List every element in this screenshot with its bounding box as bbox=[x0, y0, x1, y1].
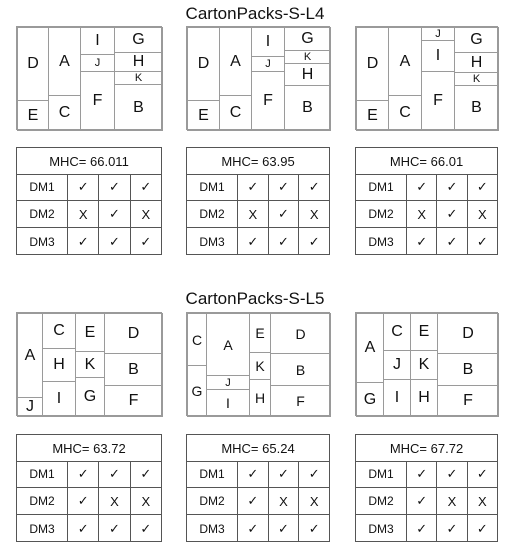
dm-mark: X bbox=[437, 488, 467, 514]
mhc-value: MHC= 65.24 bbox=[187, 435, 329, 462]
block-b: B bbox=[454, 85, 499, 131]
dm-mark: ✓ bbox=[99, 174, 130, 200]
block-d: D bbox=[104, 313, 163, 354]
block-e: E bbox=[17, 100, 49, 131]
section-title-l5: CartonPacks-S-L5 bbox=[185, 289, 325, 308]
block-i: I bbox=[80, 27, 115, 55]
dm-mark: X bbox=[309, 493, 319, 509]
dm-mark: ✓ bbox=[68, 461, 99, 487]
table-row bbox=[17, 201, 161, 228]
block-f: F bbox=[251, 71, 285, 131]
block-a: A bbox=[219, 27, 252, 96]
block-f: F bbox=[104, 385, 163, 417]
dm-mark: ✓ bbox=[308, 466, 320, 481]
dm-label: DM2 bbox=[356, 488, 407, 514]
dm-mark: ✓ bbox=[407, 488, 437, 514]
block-d: D bbox=[270, 313, 331, 354]
dm-mark: ✓ bbox=[238, 174, 269, 200]
dm-mark: ✓ bbox=[269, 201, 300, 227]
table-row bbox=[17, 488, 161, 515]
mhc-table-l5-1 bbox=[16, 434, 162, 542]
block-j: J bbox=[251, 56, 285, 72]
dm-mark: ✓ bbox=[476, 233, 488, 249]
dm-mark: ✓ bbox=[269, 515, 300, 542]
mhc-table-l5-3 bbox=[355, 434, 498, 542]
block-c: C bbox=[219, 95, 252, 131]
block-a: A bbox=[48, 27, 81, 96]
block-d: D bbox=[356, 27, 389, 101]
table-row bbox=[17, 228, 161, 255]
dm-mark: ✓ bbox=[140, 520, 152, 536]
block-b: B bbox=[270, 353, 331, 386]
block-c: C bbox=[48, 95, 81, 131]
block-j: J bbox=[206, 375, 250, 390]
dm-mark: ✓ bbox=[99, 515, 130, 542]
dm-mark: ✓ bbox=[437, 461, 467, 487]
layout-diagram-l5-2 bbox=[186, 312, 330, 416]
dm-mark: X bbox=[141, 206, 151, 222]
dm-label: DM1 bbox=[17, 461, 68, 487]
table-row bbox=[187, 228, 329, 255]
dm-mark: ✓ bbox=[140, 179, 152, 194]
dm-mark: ✓ bbox=[238, 515, 269, 542]
table-row bbox=[356, 201, 497, 228]
mhc-value: MHC= 63.72 bbox=[17, 435, 161, 462]
block-h: H bbox=[249, 379, 271, 417]
block-i: I bbox=[383, 379, 411, 417]
table-row bbox=[356, 461, 497, 488]
block-g: G bbox=[114, 27, 163, 53]
mhc-value: MHC= 67.72 bbox=[356, 435, 497, 462]
dm-mark: ✓ bbox=[99, 201, 130, 227]
block-b: B bbox=[114, 84, 163, 131]
dm-label: DM1 bbox=[356, 461, 407, 487]
dm-label: DM2 bbox=[356, 201, 407, 227]
block-k: K bbox=[249, 352, 271, 380]
dm-label: DM3 bbox=[187, 228, 238, 255]
layout-diagram-l4-2 bbox=[186, 26, 330, 130]
dm-label: DM3 bbox=[356, 515, 407, 542]
block-f: F bbox=[421, 71, 455, 131]
block-a: A bbox=[388, 27, 422, 96]
dm-mark: X bbox=[477, 206, 487, 222]
block-k: K bbox=[410, 350, 438, 380]
block-f: F bbox=[80, 71, 115, 131]
dm-label: DM1 bbox=[187, 461, 238, 487]
dm-mark: X bbox=[309, 206, 319, 222]
layout-diagram-l5-3 bbox=[355, 312, 498, 416]
dm-mark: ✓ bbox=[437, 201, 467, 227]
dm-label: DM3 bbox=[187, 515, 238, 542]
dm-mark: X bbox=[238, 201, 269, 227]
mhc-value: MHC= 66.011 bbox=[17, 148, 161, 175]
block-c: C bbox=[187, 313, 207, 366]
dm-mark: ✓ bbox=[269, 228, 300, 255]
block-f: F bbox=[270, 385, 331, 417]
dm-mark: ✓ bbox=[476, 179, 488, 194]
block-h: H bbox=[410, 379, 438, 417]
dm-label: DM2 bbox=[17, 201, 68, 227]
dm-mark: ✓ bbox=[308, 233, 320, 249]
block-h: H bbox=[42, 348, 76, 382]
block-a: A bbox=[356, 313, 384, 383]
table-row bbox=[187, 174, 329, 201]
block-e: E bbox=[75, 313, 105, 352]
dm-mark: ✓ bbox=[140, 233, 152, 249]
table-row bbox=[187, 488, 329, 515]
block-i: I bbox=[251, 27, 285, 57]
block-j: J bbox=[17, 397, 43, 417]
dm-mark: ✓ bbox=[407, 228, 437, 255]
block-k: K bbox=[454, 72, 499, 86]
dm-mark: X bbox=[477, 493, 487, 509]
block-g: G bbox=[356, 382, 384, 417]
table-row bbox=[17, 515, 161, 542]
block-b: B bbox=[104, 353, 163, 386]
table-row bbox=[356, 488, 497, 515]
dm-mark: X bbox=[269, 488, 300, 514]
mhc-value: MHC= 66.01 bbox=[356, 148, 497, 175]
block-a: A bbox=[17, 313, 43, 398]
dm-label: DM2 bbox=[187, 488, 238, 514]
block-e: E bbox=[410, 313, 438, 351]
dm-mark: ✓ bbox=[437, 174, 467, 200]
block-d: D bbox=[437, 313, 499, 354]
dm-label: DM2 bbox=[17, 488, 68, 514]
table-row bbox=[356, 174, 497, 201]
dm-mark: ✓ bbox=[269, 174, 300, 200]
dm-mark: ✓ bbox=[68, 228, 99, 255]
block-d: D bbox=[17, 27, 49, 101]
dm-label: DM3 bbox=[356, 228, 407, 255]
block-e: E bbox=[249, 313, 271, 353]
block-j: J bbox=[80, 54, 115, 72]
block-i: I bbox=[421, 40, 455, 72]
dm-mark: ✓ bbox=[407, 515, 437, 542]
block-h: H bbox=[454, 52, 499, 73]
dm-mark: ✓ bbox=[476, 520, 488, 536]
block-c: C bbox=[388, 95, 422, 131]
table-row bbox=[356, 228, 497, 255]
table-row bbox=[356, 515, 497, 542]
block-k: K bbox=[284, 50, 331, 64]
layout-diagram-l4-3 bbox=[355, 26, 498, 130]
block-j: J bbox=[421, 27, 455, 41]
dm-mark: ✓ bbox=[407, 174, 437, 200]
table-row bbox=[187, 461, 329, 488]
mhc-table-l4-3 bbox=[355, 147, 498, 255]
block-j: J bbox=[383, 350, 411, 380]
block-h: H bbox=[114, 52, 163, 72]
dm-label: DM2 bbox=[187, 201, 238, 227]
dm-mark: ✓ bbox=[68, 515, 99, 542]
block-h: H bbox=[284, 63, 331, 86]
block-k: K bbox=[75, 351, 105, 378]
block-a: A bbox=[206, 313, 250, 376]
dm-label: DM3 bbox=[17, 515, 68, 542]
block-i: I bbox=[206, 389, 250, 417]
block-c: C bbox=[42, 313, 76, 349]
block-e: E bbox=[356, 100, 389, 131]
table-row bbox=[17, 461, 161, 488]
block-f: F bbox=[437, 385, 499, 417]
block-c: C bbox=[383, 313, 411, 351]
dm-mark: X bbox=[407, 201, 437, 227]
dm-mark: ✓ bbox=[437, 515, 467, 542]
block-g: G bbox=[454, 27, 499, 53]
block-b: B bbox=[284, 85, 331, 131]
dm-label: DM1 bbox=[17, 174, 68, 200]
dm-mark: ✓ bbox=[99, 461, 130, 487]
mhc-table-l5-2 bbox=[186, 434, 330, 542]
dm-mark: ✓ bbox=[407, 461, 437, 487]
mhc-value: MHC= 63.95 bbox=[187, 148, 329, 175]
block-d: D bbox=[187, 27, 220, 101]
dm-mark: ✓ bbox=[269, 461, 300, 487]
dm-mark: ✓ bbox=[238, 228, 269, 255]
block-i: I bbox=[42, 381, 76, 417]
dm-mark: ✓ bbox=[476, 466, 488, 481]
section-title-l4: CartonPacks-S-L4 bbox=[185, 4, 325, 23]
dm-mark: ✓ bbox=[140, 466, 152, 481]
mhc-table-l4-1 bbox=[16, 147, 162, 255]
dm-mark: X bbox=[99, 488, 130, 514]
block-b: B bbox=[437, 353, 499, 386]
dm-mark: ✓ bbox=[238, 461, 269, 487]
block-k: K bbox=[114, 71, 163, 85]
block-g: G bbox=[187, 365, 207, 417]
block-g: G bbox=[284, 27, 331, 51]
table-row bbox=[17, 174, 161, 201]
block-e: E bbox=[187, 100, 220, 131]
dm-mark: X bbox=[68, 201, 99, 227]
dm-mark: ✓ bbox=[99, 228, 130, 255]
dm-mark: ✓ bbox=[308, 179, 320, 194]
mhc-table-l4-2 bbox=[186, 147, 330, 255]
dm-mark: ✓ bbox=[68, 174, 99, 200]
table-row bbox=[187, 515, 329, 542]
dm-label: DM1 bbox=[356, 174, 407, 200]
layout-diagram-l5-1 bbox=[16, 312, 162, 416]
dm-mark: ✓ bbox=[238, 488, 269, 514]
dm-mark: X bbox=[141, 493, 151, 509]
table-row bbox=[187, 201, 329, 228]
dm-mark: ✓ bbox=[437, 228, 467, 255]
layout-diagram-l4-1 bbox=[16, 26, 162, 130]
dm-label: DM3 bbox=[17, 228, 68, 255]
block-g: G bbox=[75, 377, 105, 417]
dm-mark: ✓ bbox=[68, 488, 99, 514]
dm-label: DM1 bbox=[187, 174, 238, 200]
dm-mark: ✓ bbox=[308, 520, 320, 536]
